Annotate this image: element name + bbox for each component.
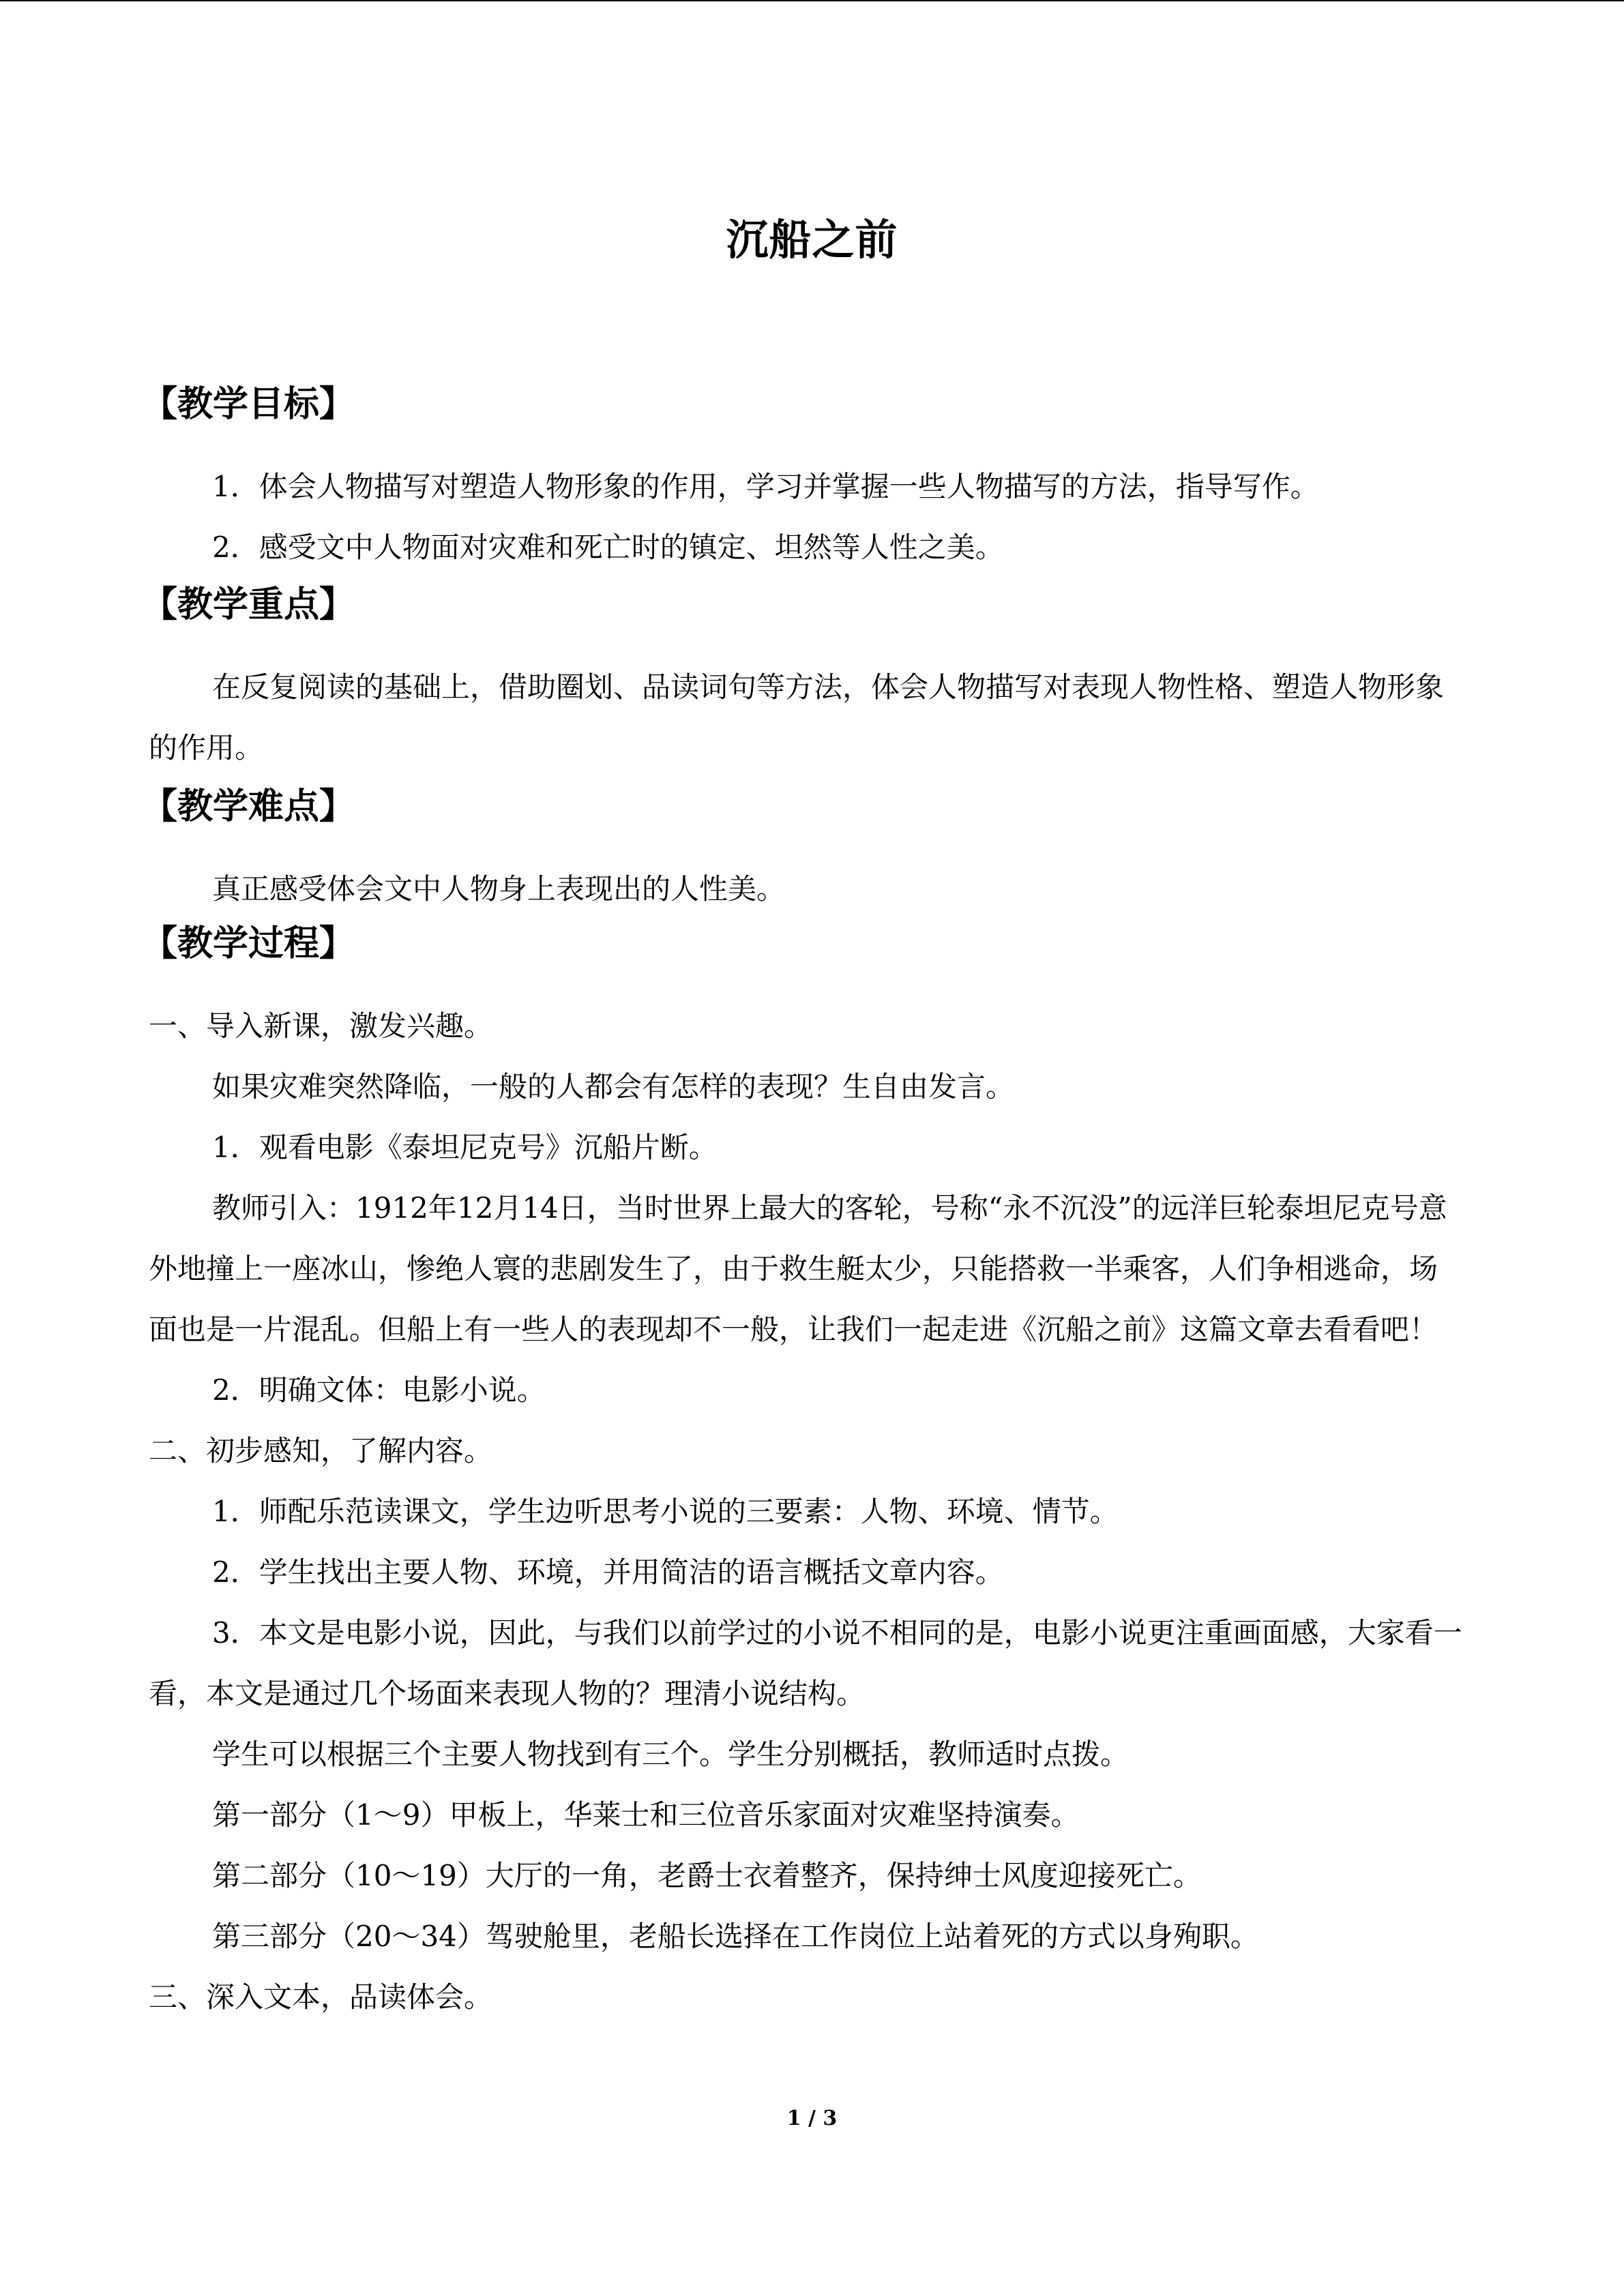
process-part2-step1: 1．师配乐范读课文，学生边听思考小说的三要素：人物、环境、情节。 [212, 1495, 1119, 1528]
process-part2-note: 学生可以根据三个主要人物找到有三个。学生分别概括，教师适时点拨。 [212, 1738, 1130, 1771]
process-part2-title: 二、初步感知，了解内容。 [149, 1434, 493, 1467]
process-part3-title: 三、深入文本，品读体会。 [149, 1980, 493, 2014]
difficulties-text: 真正感受体会文中人物身上表现出的人性美。 [212, 872, 786, 906]
process-part1-step1: 1．观看电影《泰坦尼克号》沉船片断。 [212, 1131, 718, 1164]
process-part2-step2: 2．学生找出主要人物、环境，并用简洁的语言概括文章内容。 [212, 1555, 1004, 1589]
process-part1-step2: 2．明确文体：电影小说。 [212, 1373, 546, 1407]
process-part2-part1: 第一部分（1～9）甲板上，华莱士和三位音乐家面对灾难坚持演奏。 [212, 1798, 1080, 1832]
key-points-text: 在反复阅读的基础上，借助圈划、品读词句等方法，体会人物描写对表现人物性格、塑造人物形象的作用。 [149, 670, 1445, 764]
objective-item-2: 2．感受文中人物面对灾难和死亡时的镇定、坦然等人性之美。 [212, 531, 1004, 564]
document-body [142, 380, 1465, 2027]
top-border-line [0, 0, 1624, 1]
process-part2-part3: 第三部分（20～34）驾驶舱里，老船长选择在工作岗位上站着死的方式以身殉职。 [212, 1920, 1259, 1953]
document-title: 沉船之前 [726, 215, 898, 265]
objective-item-1: 1．体会人物描写对塑造人物形象的作用，学习并掌握一些人物描写的方法，指导写作。 [212, 470, 1319, 503]
section-heading-difficulties: 【教学难点】 [142, 786, 355, 827]
section-heading-objectives: 【教学目标】 [142, 383, 355, 425]
page-indicator: 1 / 3 [786, 2106, 838, 2130]
section-heading-process: 【教学过程】 [142, 923, 355, 964]
process-part1-question: 如果灾难突然降临，一般的人都会有怎样的表现？生自由发言。 [212, 1070, 1015, 1103]
process-part2-part2: 第二部分（10～19）大厅的一角，老爵士衣着整齐，保持绅士风度迎接死亡。 [212, 1859, 1202, 1892]
process-part1-intro: 教师引入：1912年12月14日，当时世界上最大的客轮，号称“永不沉没”的远洋巨轮泰坦尼克号意外地撞上一座冰山，惨绝人寰的悲剧发生了，由于救生艇太少，只能搭救一半乘客，人们争相逃命，场面也是一片混乱。但船上有一些人的表现却不一般，让我们一起走进《沉船之前》这篇文章去看看吧！ [149, 1191, 1447, 1346]
process-part2-step3: 3．本文是电影小说，因此，与我们以前学过的小说不相同的是，电影小说更注重画面感，大家看一看，本文是通过几个场面来表现人物的？理清小说结构。 [149, 1616, 1462, 1710]
process-part1-title: 一、导入新课，激发兴趣。 [149, 1009, 493, 1043]
section-heading-key-points: 【教学重点】 [142, 584, 355, 625]
